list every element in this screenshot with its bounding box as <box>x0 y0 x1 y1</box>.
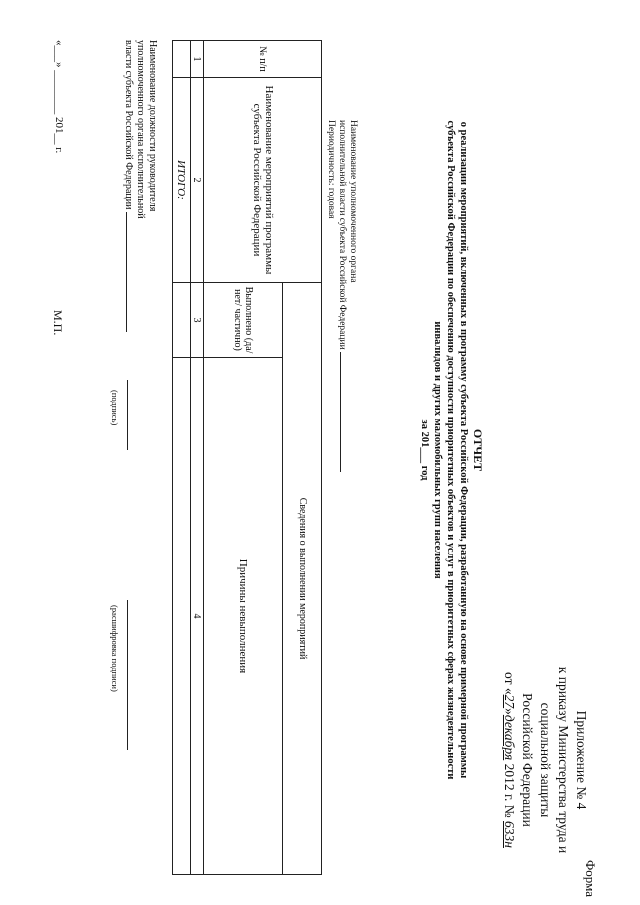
decode-label: (расшифровка подписи) <box>110 605 120 692</box>
col-reason-header: Причины невыполнения <box>204 358 283 875</box>
num-cell: 1 <box>190 41 203 78</box>
report-subtitle <box>418 120 470 780</box>
head-fill-line <box>126 212 127 332</box>
col-done-header: Выполнено (да/нет/ частично) <box>204 283 283 358</box>
date-year: 2012 г. № <box>502 760 517 822</box>
periodicity-line: Периодичность: годовая <box>326 120 336 219</box>
group-info-header: Сведения о выполнении мероприятий <box>283 283 322 875</box>
total-blank-cell <box>173 358 191 875</box>
signature-line <box>127 380 128 450</box>
date-mid: » <box>502 708 517 715</box>
col-no-header: № п/п <box>204 41 322 78</box>
head-line-3-text: власти субъекта Российской Федерации <box>123 40 134 210</box>
stamp-label: М.П. <box>51 310 65 336</box>
appendix-date-line <box>500 640 518 880</box>
org-line-2 <box>336 120 347 820</box>
appendix-block <box>500 640 590 880</box>
report-title: ОТЧЕТ <box>471 428 485 472</box>
total-blank-cell <box>173 41 191 78</box>
num-cell: 4 <box>190 358 203 875</box>
head-line-2: уполномоченного органа исполнительной <box>135 40 146 219</box>
table-number-row <box>190 41 203 875</box>
report-subtitle-text: о реализации мероприятий, включенных в программу субъекта Российской Федерации, разработанную на основе примерной программы субъекта Российской Федерации по обеспечению доступности приоритетных объектов и услуг в приоритетных сферах жизнедеятельности инвалидов и других маломобильных групп населения <box>432 120 469 780</box>
org-fill-line <box>340 352 341 472</box>
report-period: за 201___ год <box>419 419 430 481</box>
num-cell: 2 <box>190 78 203 283</box>
form-label: Форма <box>583 860 598 897</box>
head-block <box>122 40 158 560</box>
appendix-line-2: к приказу Министерства труда и <box>556 666 571 854</box>
total-label: ИТОГО: <box>173 78 191 283</box>
table-header-row-1 <box>283 41 322 875</box>
date-day: 27 <box>502 694 517 709</box>
num-cell: 3 <box>190 283 203 358</box>
head-line-3 <box>122 40 134 560</box>
appendix-line-4: Российской Федерации <box>520 693 535 827</box>
decode-line <box>127 600 128 750</box>
org-line-1: Наименование уполномоченного органа <box>348 120 358 283</box>
order-number: 633н <box>502 821 517 848</box>
date-line: «___» ________ 201__ г. <box>53 40 65 154</box>
date-prefix: от « <box>502 672 517 695</box>
org-block <box>325 120 358 820</box>
total-blank-cell <box>173 283 191 358</box>
report-table <box>172 40 322 875</box>
table-total-row <box>173 41 191 875</box>
date-month: декабря <box>502 714 517 761</box>
col-name-header: Наименование мероприятий программы субъекта Российской Федерации <box>204 78 322 283</box>
head-line-1: Наименование должности руководителя <box>147 40 158 212</box>
org-line-2-text: исполнительной власти субъекта Российской Федерации <box>337 120 347 350</box>
signature-label: (подпись) <box>110 390 120 426</box>
appendix-line-3: социальной защиты <box>538 702 553 818</box>
appendix-line-1: Приложение № 4 <box>574 710 589 810</box>
